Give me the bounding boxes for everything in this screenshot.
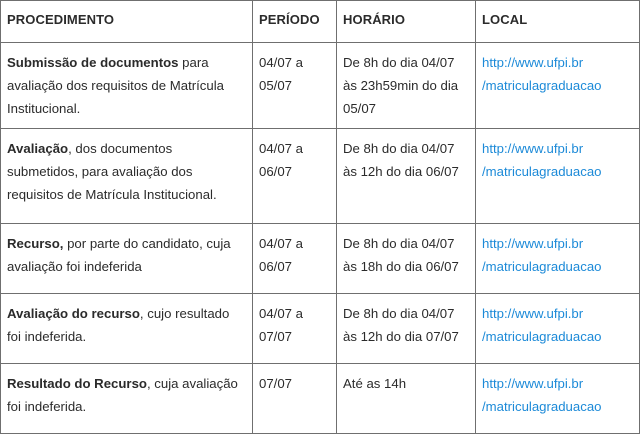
table-row <box>1 43 640 129</box>
periodo-start: 04/07 a <box>259 236 303 251</box>
horario-cell: De 8h do dia 04/07 às 23h59min do dia 05/07 <box>337 43 476 129</box>
local-cell <box>476 224 640 294</box>
periodo-start: 04/07 a <box>259 141 303 156</box>
procedimento-title: Avaliação do recurso <box>7 306 140 321</box>
local-link-host: http://www.ufpi.br <box>482 236 584 251</box>
procedimento-description: por parte do candidato, cuja avaliação foi indeferida <box>7 236 231 274</box>
procedimento-description: , dos documentos submetidos, para avaliação dos requisitos de Matrícula Institucional. <box>7 141 217 202</box>
periodo-cell <box>253 129 337 224</box>
local-cell <box>476 129 640 224</box>
local-link[interactable] <box>482 232 633 278</box>
horario-cell: De 8h do dia 04/07 às 12h do dia 07/07 <box>337 294 476 364</box>
header-periodo: PERÍODO <box>253 1 337 43</box>
periodo-end: 06/07 <box>259 164 293 179</box>
table-header-row <box>1 1 640 43</box>
header-procedimento: PROCEDIMENTO <box>1 1 253 43</box>
periodo-end: 06/07 <box>259 259 293 274</box>
local-link-path: /matriculagraduacao <box>482 259 602 274</box>
horario-cell: Até as 14h <box>337 364 476 434</box>
table-row <box>1 224 640 294</box>
local-link-host: http://www.ufpi.br <box>482 55 584 70</box>
local-link-host: http://www.ufpi.br <box>482 141 584 156</box>
procedimento-description: para avaliação dos requisitos de Matrícula Institucional. <box>7 55 224 116</box>
procedimento-cell <box>1 129 253 224</box>
periodo-cell <box>253 364 337 434</box>
local-link[interactable] <box>482 372 633 418</box>
periodo-end: 07/07 <box>259 329 293 344</box>
procedimento-cell <box>1 224 253 294</box>
horario-cell: De 8h do dia 04/07 às 18h do dia 06/07 <box>337 224 476 294</box>
table-row <box>1 364 640 434</box>
local-link[interactable] <box>482 302 633 348</box>
local-link-path: /matriculagraduacao <box>482 164 602 179</box>
table-row <box>1 129 640 224</box>
local-cell <box>476 364 640 434</box>
procedimento-title: Avaliação <box>7 141 69 156</box>
periodo-cell <box>253 43 337 129</box>
local-link-host: http://www.ufpi.br <box>482 376 584 391</box>
procedimento-title: Submissão de documentos <box>7 55 179 70</box>
local-link[interactable] <box>482 137 633 183</box>
local-link-path: /matriculagraduacao <box>482 78 602 93</box>
procedimento-cell <box>1 364 253 434</box>
local-link[interactable] <box>482 51 633 97</box>
procedimento-description: , cujo resultado foi indeferida. <box>7 306 230 344</box>
header-horario: HORÁRIO <box>337 1 476 43</box>
periodo-start: 04/07 a <box>259 306 303 321</box>
procedimento-cell <box>1 43 253 129</box>
local-cell <box>476 43 640 129</box>
table-row <box>1 294 640 364</box>
procedimento-description: , cuja avaliação foi indeferida. <box>7 376 238 414</box>
local-link-path: /matriculagraduacao <box>482 399 602 414</box>
periodo-end: 05/07 <box>259 78 293 93</box>
periodo-start: 07/07 <box>259 376 293 391</box>
periodo-start: 04/07 a <box>259 55 303 70</box>
header-local: LOCAL <box>476 1 640 43</box>
local-link-host: http://www.ufpi.br <box>482 306 584 321</box>
local-link-path: /matriculagraduacao <box>482 329 602 344</box>
periodo-cell <box>253 224 337 294</box>
procedimento-title: Recurso, <box>7 236 64 251</box>
periodo-cell <box>253 294 337 364</box>
procedimento-cell <box>1 294 253 364</box>
local-cell <box>476 294 640 364</box>
horario-cell: De 8h do dia 04/07 às 12h do dia 06/07 <box>337 129 476 224</box>
procedimento-title: Resultado do Recurso <box>7 376 147 391</box>
